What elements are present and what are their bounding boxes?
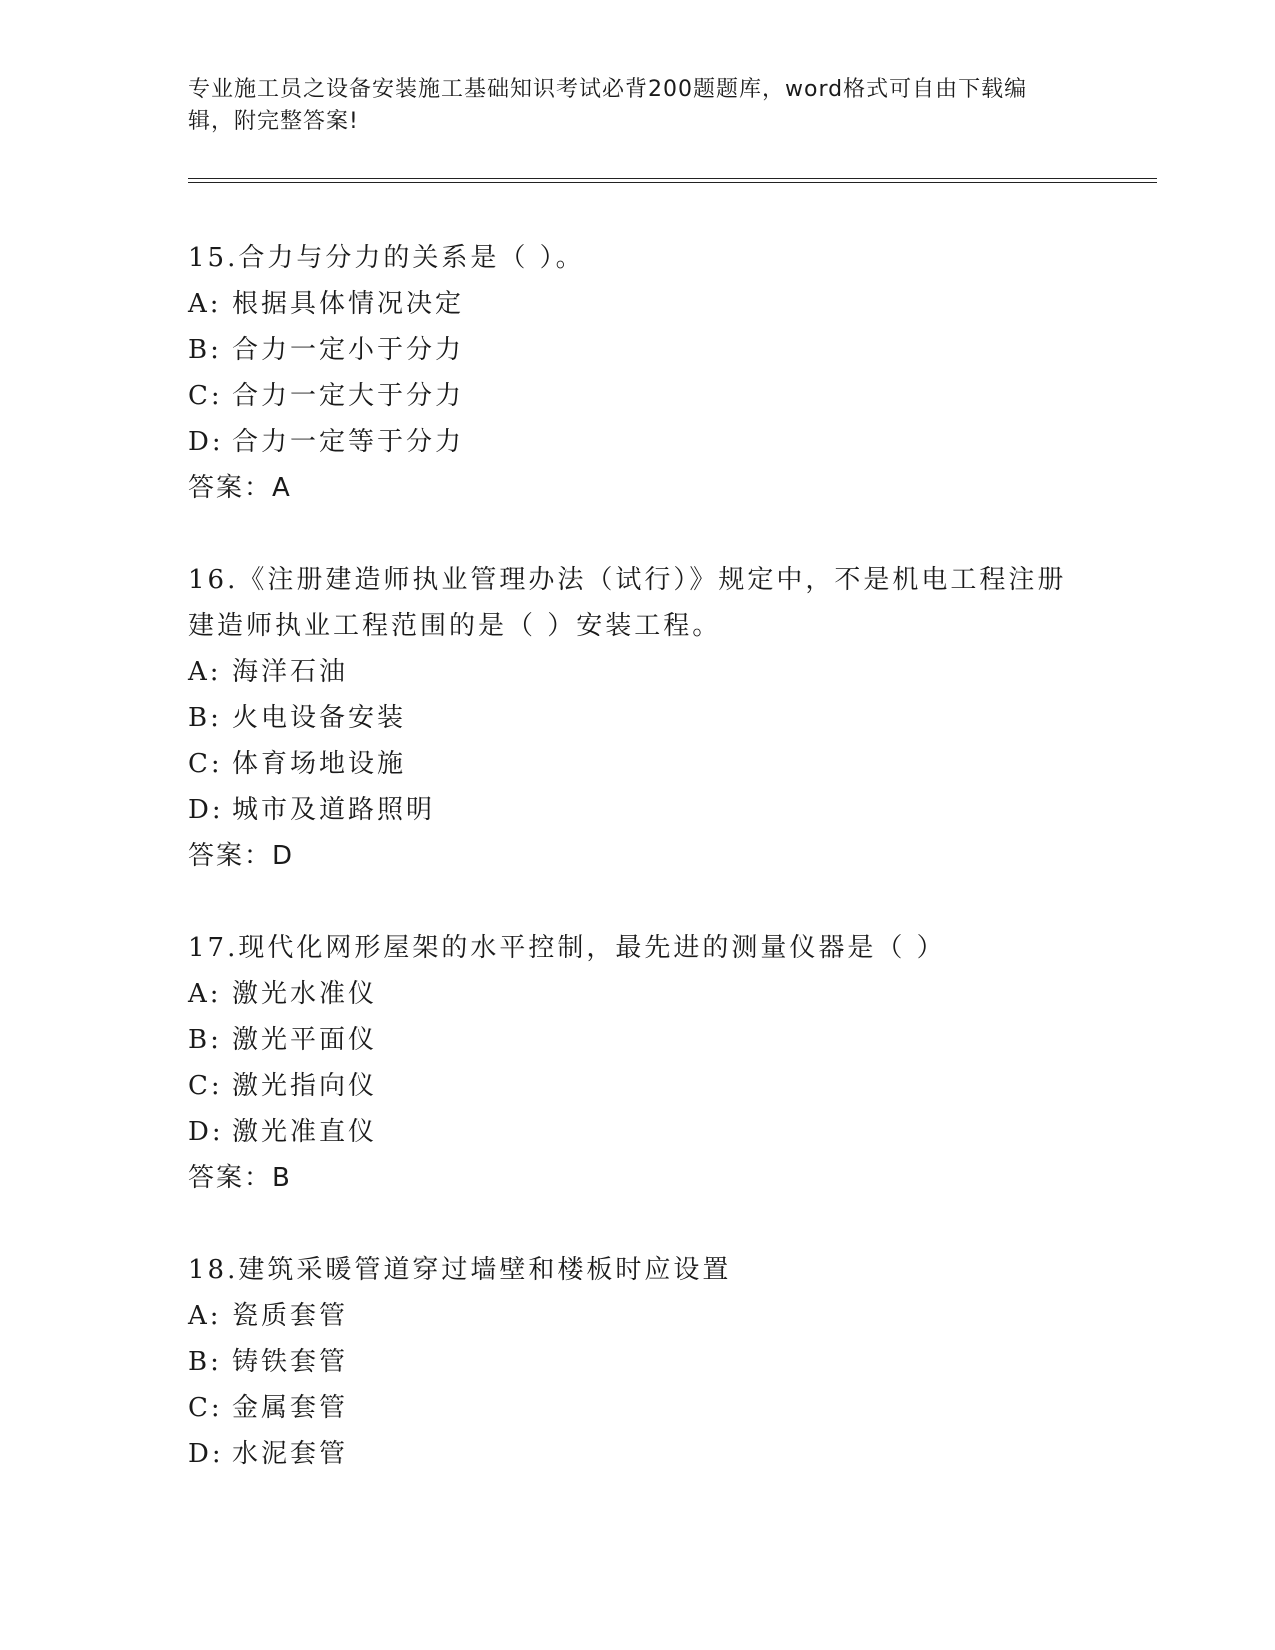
- option-c: [188, 741, 1088, 787]
- option-text: 激光准直仪: [232, 1117, 378, 1147]
- question-16: [188, 557, 1088, 879]
- option-d: [188, 1431, 1088, 1477]
- option-key: B:: [188, 335, 222, 365]
- option-key: C:: [188, 1393, 223, 1423]
- answer-line: [188, 833, 1088, 879]
- question-stem: 《注册建造师执业管理办法（试行）》规定中，不是机电工程注册建造师执业工程范围的是（ ）安装工程。: [188, 565, 1067, 641]
- option-text: 体育场地设施: [232, 749, 407, 779]
- option-a: [188, 1293, 1088, 1339]
- question-number: 18.: [188, 1255, 239, 1285]
- option-b: [188, 1017, 1088, 1063]
- option-key: C:: [188, 749, 223, 779]
- question-text: [188, 1247, 1088, 1293]
- document-header: 专业施工员之设备安装施工基础知识考试必背200题题库，word格式可自由下载编辑，附完整答案!: [188, 77, 1028, 134]
- option-a: [188, 281, 1088, 327]
- option-key: A:: [188, 289, 222, 319]
- option-text: 合力一定小于分力: [232, 335, 465, 365]
- option-text: 合力一定大于分力: [232, 381, 465, 411]
- option-text: 城市及道路照明: [232, 795, 436, 825]
- option-d: [188, 787, 1088, 833]
- option-key: C:: [188, 381, 223, 411]
- question-text: [188, 235, 1088, 281]
- option-text: 瓷质套管: [232, 1301, 349, 1331]
- option-key: D:: [188, 1439, 224, 1469]
- question-text: [188, 925, 1088, 971]
- answer-label: 答案：: [188, 841, 273, 871]
- question-15: [188, 235, 1088, 511]
- option-text: 水泥套管: [232, 1439, 349, 1469]
- question-stem: 合力与分力的关系是（ ）。: [238, 243, 585, 273]
- option-b: [188, 327, 1088, 373]
- option-key: A:: [188, 979, 222, 1009]
- question-number: 16.: [188, 565, 239, 595]
- option-key: A:: [188, 657, 222, 687]
- option-text: 激光水准仪: [232, 979, 378, 1009]
- option-text: 铸铁套管: [232, 1347, 349, 1377]
- option-text: 海洋石油: [232, 657, 349, 687]
- answer-line: [188, 1155, 1088, 1201]
- option-text: 激光平面仪: [232, 1025, 378, 1055]
- question-18: [188, 1247, 1088, 1477]
- option-text: 金属套管: [232, 1393, 349, 1423]
- option-key: B:: [188, 1025, 222, 1055]
- question-stem: 现代化网形屋架的水平控制，最先进的测量仪器是（ ）: [238, 933, 946, 963]
- option-d: [188, 1109, 1088, 1155]
- option-key: A:: [188, 1301, 222, 1331]
- question-stem: 建筑采暖管道穿过墙壁和楼板时应设置: [238, 1255, 732, 1285]
- question-number: 17.: [188, 933, 239, 963]
- option-d: [188, 419, 1088, 465]
- answer-label: 答案：: [188, 473, 273, 503]
- option-key: D:: [188, 795, 224, 825]
- option-c: [188, 1063, 1088, 1109]
- option-key: D:: [188, 427, 224, 457]
- option-c: [188, 1385, 1088, 1431]
- answer-value: A: [272, 473, 292, 503]
- option-a: [188, 649, 1088, 695]
- option-b: [188, 1339, 1088, 1385]
- header-divider: [188, 178, 1157, 183]
- question-17: [188, 925, 1088, 1201]
- option-text: 激光指向仪: [232, 1071, 378, 1101]
- option-key: B:: [188, 1347, 222, 1377]
- answer-line: [188, 465, 1088, 511]
- question-list: [188, 235, 1088, 1523]
- option-key: B:: [188, 703, 222, 733]
- question-text: [188, 557, 1088, 649]
- question-number: 15.: [188, 243, 239, 273]
- option-b: [188, 695, 1088, 741]
- option-a: [188, 971, 1088, 1017]
- option-text: 火电设备安装: [232, 703, 407, 733]
- answer-label: 答案：: [188, 1163, 273, 1193]
- answer-value: D: [272, 841, 295, 871]
- option-key: C:: [188, 1071, 223, 1101]
- answer-value: B: [272, 1163, 292, 1193]
- option-text: 合力一定等于分力: [232, 427, 465, 457]
- option-c: [188, 373, 1088, 419]
- option-key: D:: [188, 1117, 224, 1147]
- option-text: 根据具体情况决定: [232, 289, 465, 319]
